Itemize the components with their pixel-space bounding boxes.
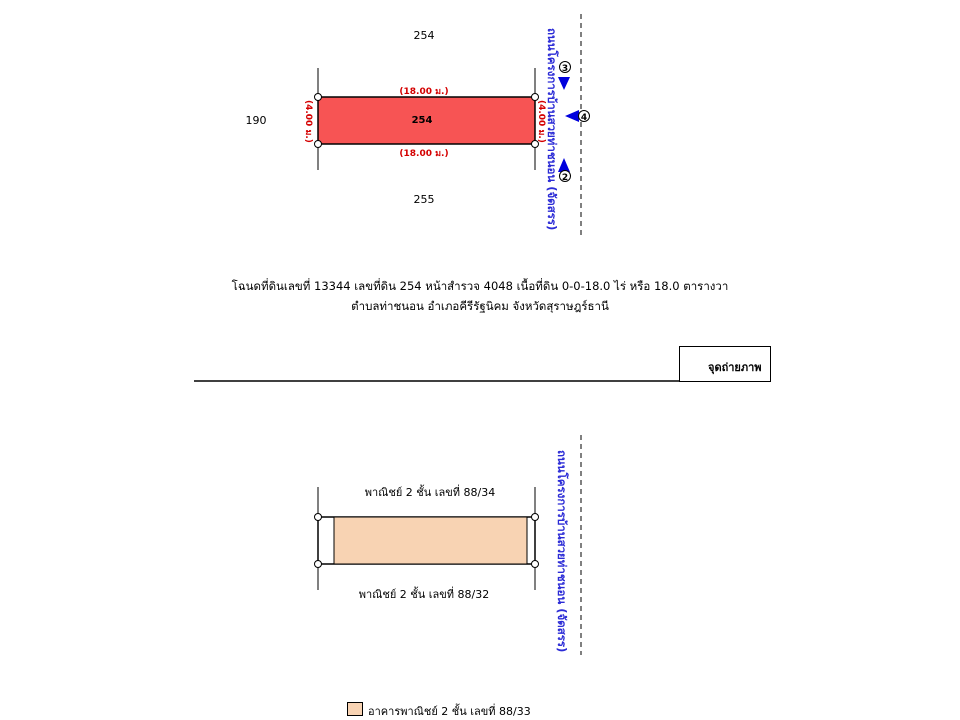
road-name-label-bottom: ถนนโครงการบ้านสวยท่าชนอน (จัดสรร) — [555, 450, 569, 653]
deed-caption-line2: ตำบลท่าชนอน อำเภอคีรีรัฐนิคม จังหวัดสุราษฎร์ธานี — [351, 299, 609, 313]
dimension-bottom: (18.00 ม.) — [399, 149, 449, 159]
photo-point-legend — [679, 346, 771, 382]
road-name-label: ถนนโครงการบ้านสวยท่าชนอน (จัดสรร) — [545, 28, 559, 231]
svg-text:2: 2 — [561, 173, 569, 183]
building-legend-label: อาคารพาณิชย์ 2 ชั้น เลขที่ 88/33 — [368, 705, 531, 718]
neighbor-parcel-bottom: 255 — [413, 193, 435, 206]
building-legend-swatch — [347, 702, 363, 716]
dimension-right: (4.00 ม.) — [536, 100, 546, 143]
neighbor-parcel-top: 254 — [413, 29, 435, 42]
photo-point-4-icon[interactable] — [565, 110, 590, 123]
commercial-building[interactable] — [334, 517, 527, 564]
svg-text:4: 4 — [580, 113, 588, 123]
neighbor-parcel-left: 190 — [245, 114, 267, 127]
building-label-top: พาณิชย์ 2 ชั้น เลขที่ 88/34 — [364, 486, 496, 499]
photo-point-legend-label: จุดถ่ายภาพ — [708, 361, 762, 374]
parcel-number: 254 — [411, 115, 433, 126]
svg-text:3: 3 — [561, 64, 569, 74]
dimension-left: (4.00 ม.) — [303, 100, 313, 143]
building-label-bottom: พาณิชย์ 2 ชั้น เลขที่ 88/32 — [358, 588, 490, 601]
deed-caption-line1: โฉนดที่ดินเลขที่ 13344 เลขที่ดิน 254 หน้าสำรวจ 4048 เนื้อที่ดิน 0-0-18.0 ไร่ หรือ 18.0 ตารางวา — [231, 279, 729, 293]
dimension-top: (18.00 ม.) — [399, 87, 449, 97]
